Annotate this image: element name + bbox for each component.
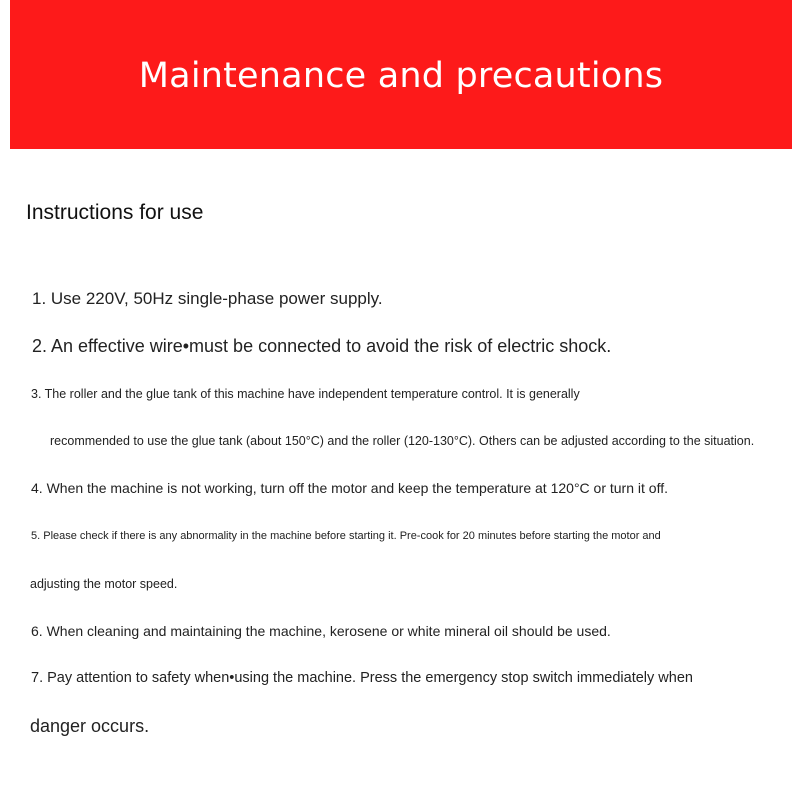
page-title: Maintenance and precautions — [138, 55, 664, 96]
header-banner — [10, 0, 792, 149]
instruction-7-line-1: 7. Pay attention to safety when•using the machine. Press the emergency stop switch immediately when — [31, 670, 693, 686]
instruction-4: 4. When the machine is not working, turn off the motor and keep the temperature at 120°C or turn it off. — [31, 480, 668, 496]
instruction-5-line-2: adjusting the motor speed. — [30, 577, 178, 591]
section-title: Instructions for use — [26, 201, 204, 224]
instruction-7-line-2: danger occurs. — [30, 716, 150, 736]
instruction-2: 2. An effective wire•must be connected to avoid the risk of electric shock. — [32, 336, 612, 356]
instruction-5-line-1: 5. Please check if there is any abnormality in the machine before starting it. Pre-cook for 20 minutes before starting the motor and — [31, 530, 661, 542]
instruction-6: 6. When cleaning and maintaining the machine, kerosene or white mineral oil should be used. — [31, 623, 611, 639]
instruction-1: 1. Use 220V, 50Hz single-phase power supply. — [32, 289, 383, 308]
instruction-3-line-2: recommended to use the glue tank (about 150°C) and the roller (120-130°C). Others can be adjusted according to the situation. — [50, 434, 755, 448]
instruction-3-line-1: 3. The roller and the glue tank of this machine have independent temperature control. It is generally — [31, 387, 580, 401]
